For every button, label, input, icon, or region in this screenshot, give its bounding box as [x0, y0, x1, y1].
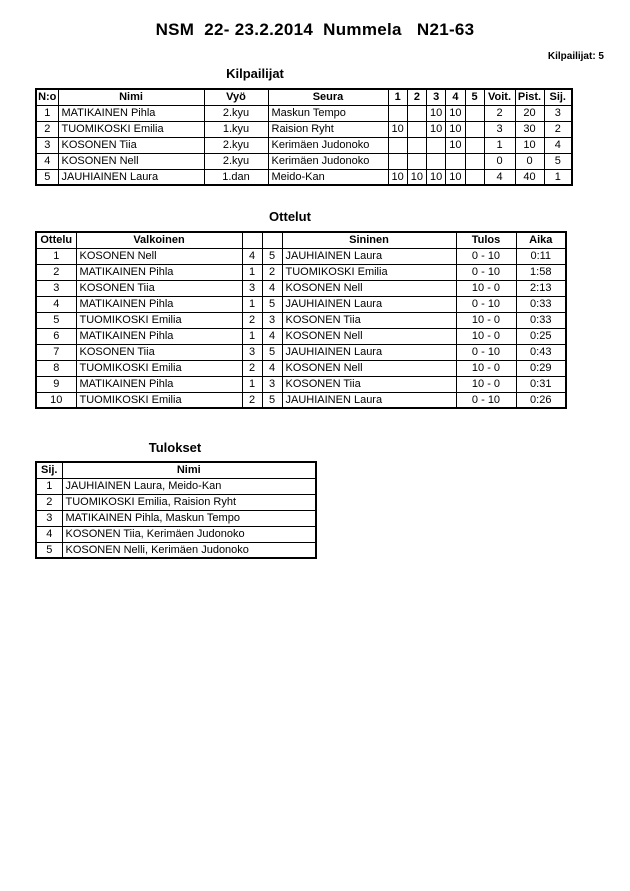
- cell: 0: [515, 153, 544, 169]
- cell: 3: [484, 121, 515, 137]
- cell: 2: [36, 264, 76, 280]
- cell: 1.kyu: [204, 121, 268, 137]
- cell: [407, 105, 426, 121]
- cell: KOSONEN Tiia: [282, 312, 456, 328]
- table-row: [36, 360, 566, 376]
- cell: 10: [427, 121, 446, 137]
- cell: 1: [544, 169, 572, 185]
- cell: KOSONEN Nell: [282, 360, 456, 376]
- cell: 3: [242, 344, 262, 360]
- table-row: [36, 344, 566, 360]
- cell: MATIKAINEN Pihla: [76, 328, 242, 344]
- cell: 4: [544, 137, 572, 153]
- cell: 5: [262, 248, 282, 264]
- cell: KOSONEN Nell: [58, 153, 204, 169]
- cell: 3: [242, 280, 262, 296]
- cell: JAUHIAINEN Laura, Meido-Kan: [62, 478, 316, 494]
- cell: [465, 137, 484, 153]
- cell: [407, 121, 426, 137]
- cell: TUOMIKOSKI Emilia: [76, 312, 242, 328]
- cell: 0:31: [516, 376, 566, 392]
- cell: 5: [262, 296, 282, 312]
- cell: KOSONEN Tiia: [58, 137, 204, 153]
- cell: 4: [36, 153, 58, 169]
- column-header: 1: [388, 89, 407, 105]
- table-row: [36, 137, 572, 153]
- column-header: Nimi: [62, 462, 316, 478]
- table-row: [36, 542, 316, 558]
- cell: 4: [36, 296, 76, 312]
- cell: Raision Ryht: [268, 121, 388, 137]
- cell: KOSONEN Tiia: [282, 376, 456, 392]
- cell: 0 - 10: [456, 248, 516, 264]
- cell: [407, 153, 426, 169]
- column-header: 3: [427, 89, 446, 105]
- cell: 0:11: [516, 248, 566, 264]
- table-row: [36, 296, 566, 312]
- cell: 0:33: [516, 312, 566, 328]
- cell: [465, 169, 484, 185]
- column-header: 2: [407, 89, 426, 105]
- header-row: [36, 232, 566, 248]
- cell: 10 - 0: [456, 312, 516, 328]
- cell: 1: [242, 296, 262, 312]
- table-row: [36, 478, 316, 494]
- cell: JAUHIAINEN Laura: [282, 248, 456, 264]
- column-header: Ottelu: [36, 232, 76, 248]
- column-header: [262, 232, 282, 248]
- column-header: Vyö: [204, 89, 268, 105]
- cell: [465, 121, 484, 137]
- cell: 3: [544, 105, 572, 121]
- cell: 4: [242, 248, 262, 264]
- column-header: 5: [465, 89, 484, 105]
- cell: 2:13: [516, 280, 566, 296]
- cell: 0:26: [516, 392, 566, 408]
- cell: KOSONEN Tiia, Kerimäen Judonoko: [62, 526, 316, 542]
- cell: JAUHIAINEN Laura: [282, 344, 456, 360]
- ottelut-heading: Ottelut: [269, 209, 311, 224]
- kilpailijat-heading: Kilpailijat: [226, 66, 284, 81]
- cell: 10 - 0: [456, 376, 516, 392]
- cell: 5: [36, 542, 62, 558]
- cell: MATIKAINEN Pihla: [76, 376, 242, 392]
- cell: [388, 137, 407, 153]
- table-row: [36, 121, 572, 137]
- cell: 9: [36, 376, 76, 392]
- column-header: Sij.: [36, 462, 62, 478]
- cell: Maskun Tempo: [268, 105, 388, 121]
- cell: KOSONEN Nell: [282, 328, 456, 344]
- table-row: [36, 494, 316, 510]
- cell: 0:25: [516, 328, 566, 344]
- cell: [427, 153, 446, 169]
- cell: 4: [262, 280, 282, 296]
- cell: Meido-Kan: [268, 169, 388, 185]
- cell: 5: [36, 312, 76, 328]
- cell: 8: [36, 360, 76, 376]
- cell: KOSONEN Nell: [282, 280, 456, 296]
- cell: KOSONEN Tiia: [76, 344, 242, 360]
- cell: 0 - 10: [456, 392, 516, 408]
- cell: MATIKAINEN Pihla: [58, 105, 204, 121]
- cell: 1.dan: [204, 169, 268, 185]
- competitor-count-label: Kilpailijat: 5: [547, 51, 604, 62]
- column-header: [242, 232, 262, 248]
- cell: 10 - 0: [456, 280, 516, 296]
- header-row: [36, 89, 572, 105]
- table-row: [36, 312, 566, 328]
- cell: 2: [242, 392, 262, 408]
- cell: 0 - 10: [456, 264, 516, 280]
- column-header: Aika: [516, 232, 566, 248]
- column-header: Pist.: [515, 89, 544, 105]
- cell: 30: [515, 121, 544, 137]
- table-row: [36, 376, 566, 392]
- column-header: Seura: [268, 89, 388, 105]
- cell: 10 - 0: [456, 328, 516, 344]
- column-header: Tulos: [456, 232, 516, 248]
- table-row: [36, 248, 566, 264]
- cell: KOSONEN Tiia: [76, 280, 242, 296]
- cell: 10: [446, 105, 465, 121]
- cell: 5: [36, 169, 58, 185]
- cell: 2.kyu: [204, 153, 268, 169]
- cell: 0:29: [516, 360, 566, 376]
- cell: JAUHIAINEN Laura: [282, 392, 456, 408]
- cell: 10: [407, 169, 426, 185]
- cell: 2: [262, 264, 282, 280]
- cell: 10: [388, 121, 407, 137]
- cell: 10: [515, 137, 544, 153]
- cell: 0:33: [516, 296, 566, 312]
- cell: 5: [544, 153, 572, 169]
- cell: MATIKAINEN Pihla: [76, 296, 242, 312]
- cell: 1: [484, 137, 515, 153]
- cell: 1: [242, 328, 262, 344]
- cell: 6: [36, 328, 76, 344]
- table-row: [36, 328, 566, 344]
- cell: 2: [36, 121, 58, 137]
- cell: KOSONEN Nelli, Kerimäen Judonoko: [62, 542, 316, 558]
- ottelut-table: [35, 231, 567, 409]
- cell: 1:58: [516, 264, 566, 280]
- cell: [465, 153, 484, 169]
- column-header: Sininen: [282, 232, 456, 248]
- cell: TUOMIKOSKI Emilia: [282, 264, 456, 280]
- cell: 2.kyu: [204, 105, 268, 121]
- kilpailijat-table: [35, 88, 573, 186]
- cell: 4: [36, 526, 62, 542]
- cell: 0:43: [516, 344, 566, 360]
- cell: TUOMIKOSKI Emilia: [76, 392, 242, 408]
- cell: 1: [242, 264, 262, 280]
- cell: TUOMIKOSKI Emilia, Raision Ryht: [62, 494, 316, 510]
- table-row: [36, 153, 572, 169]
- cell: 3: [262, 376, 282, 392]
- cell: 5: [262, 392, 282, 408]
- cell: 40: [515, 169, 544, 185]
- column-header: N:o: [36, 89, 58, 105]
- table-row: [36, 392, 566, 408]
- column-header: Nimi: [58, 89, 204, 105]
- cell: TUOMIKOSKI Emilia: [76, 360, 242, 376]
- table-row: [36, 510, 316, 526]
- cell: 0: [484, 153, 515, 169]
- cell: [446, 153, 465, 169]
- cell: 4: [262, 328, 282, 344]
- cell: 2: [242, 360, 262, 376]
- cell: 3: [36, 137, 58, 153]
- cell: 1: [36, 248, 76, 264]
- cell: 1: [36, 105, 58, 121]
- cell: 4: [484, 169, 515, 185]
- page-title: NSM 22- 23.2.2014 Nummela N21-63: [155, 20, 475, 39]
- cell: TUOMIKOSKI Emilia: [58, 121, 204, 137]
- table-row: [36, 105, 572, 121]
- cell: 1: [36, 478, 62, 494]
- cell: [388, 105, 407, 121]
- cell: 0 - 10: [456, 296, 516, 312]
- cell: MATIKAINEN Pihla: [76, 264, 242, 280]
- cell: 2.kyu: [204, 137, 268, 153]
- tulokset-heading: Tulokset: [148, 440, 202, 455]
- tulokset-table: [35, 461, 317, 559]
- header-row: [36, 462, 316, 478]
- cell: 2: [36, 494, 62, 510]
- cell: [388, 153, 407, 169]
- cell: KOSONEN Nell: [76, 248, 242, 264]
- table-row: [36, 264, 566, 280]
- cell: 0 - 10: [456, 344, 516, 360]
- cell: [427, 137, 446, 153]
- cell: 10: [446, 121, 465, 137]
- cell: 1: [242, 376, 262, 392]
- cell: 10: [446, 137, 465, 153]
- column-header: Sij.: [544, 89, 572, 105]
- cell: 10: [446, 169, 465, 185]
- cell: [407, 137, 426, 153]
- cell: JAUHIAINEN Laura: [58, 169, 204, 185]
- cell: JAUHIAINEN Laura: [282, 296, 456, 312]
- cell: 4: [262, 360, 282, 376]
- column-header: 4: [446, 89, 465, 105]
- cell: 3: [36, 510, 62, 526]
- cell: 10: [427, 105, 446, 121]
- column-header: Voit.: [484, 89, 515, 105]
- column-header: Valkoinen: [76, 232, 242, 248]
- cell: 2: [242, 312, 262, 328]
- cell: 2: [484, 105, 515, 121]
- cell: Kerimäen Judonoko: [268, 153, 388, 169]
- cell: 10: [427, 169, 446, 185]
- cell: 20: [515, 105, 544, 121]
- cell: 7: [36, 344, 76, 360]
- table-row: [36, 280, 566, 296]
- cell: 5: [262, 344, 282, 360]
- cell: 10 - 0: [456, 360, 516, 376]
- cell: Kerimäen Judonoko: [268, 137, 388, 153]
- cell: 2: [544, 121, 572, 137]
- cell: MATIKAINEN Pihla, Maskun Tempo: [62, 510, 316, 526]
- table-row: [36, 526, 316, 542]
- cell: [465, 105, 484, 121]
- cell: 10: [388, 169, 407, 185]
- table-row: [36, 169, 572, 185]
- cell: 3: [262, 312, 282, 328]
- cell: 3: [36, 280, 76, 296]
- cell: 10: [36, 392, 76, 408]
